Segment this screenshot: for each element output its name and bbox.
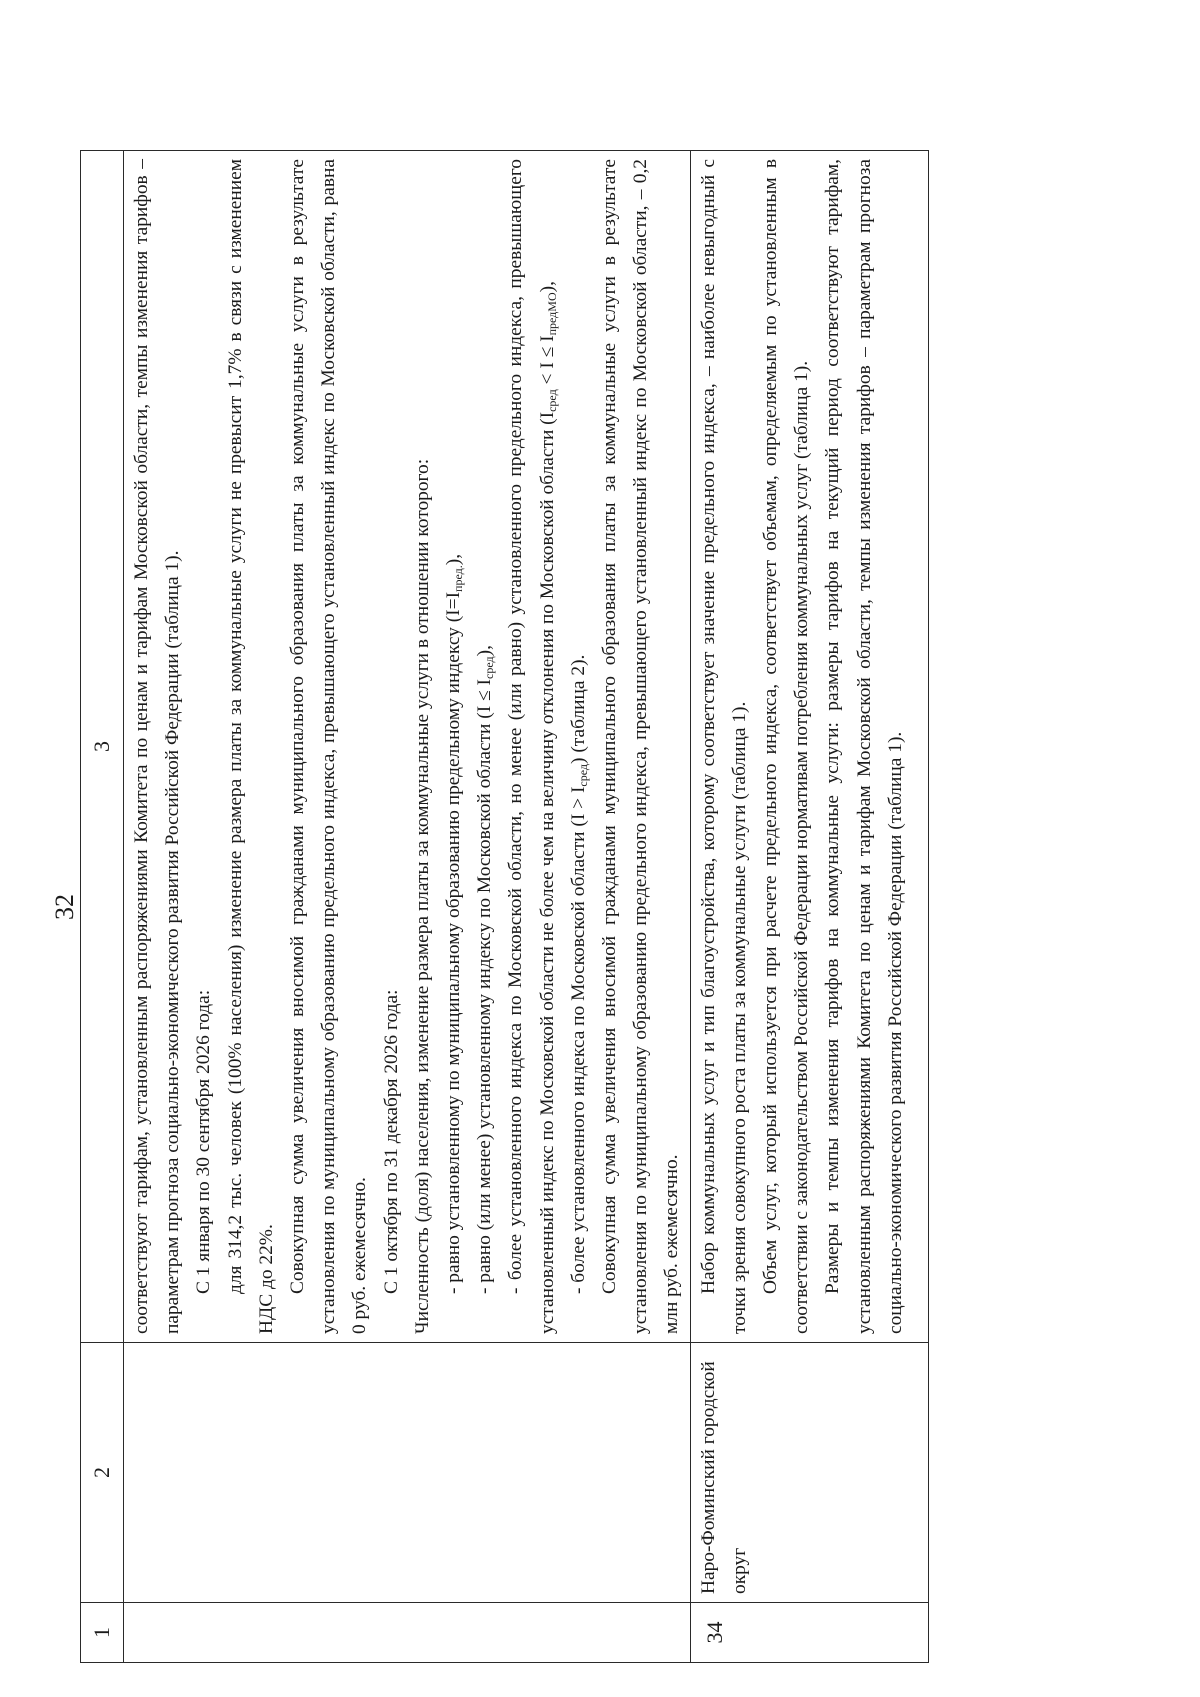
paragraph	[188, 159, 219, 1334]
subscript: предМО	[544, 292, 559, 336]
table-header-row	[81, 151, 124, 1663]
row-municipality: Наро-Фоминский городской округ	[690, 1343, 928, 1603]
header-col-1: 1	[81, 1603, 124, 1663]
paragraph-text: Набор коммунальных услуг и тип благоустройства, которому соответствует значение предельного индекса, – наиболее невыгодный с точки зрения совокупного роста платы за коммунальные услуги (таблица 1).	[697, 159, 750, 1334]
paragraph	[563, 159, 594, 1334]
subscript: сред	[482, 656, 497, 679]
municipality-table	[80, 150, 929, 1663]
header-col-2: 2	[81, 1343, 124, 1603]
paragraph-text: - равно (или менее) установленному индексу по Московской области (I ≤ I	[474, 679, 496, 1294]
paragraph-text: - равно установленному по муниципальному образованию предельному индексу (I=I	[443, 591, 465, 1294]
paragraph-text: ),	[536, 281, 558, 293]
row-municipality	[124, 1343, 691, 1603]
paragraph-list	[126, 159, 688, 1334]
subscript: сред	[544, 389, 559, 412]
table-row	[690, 151, 928, 1663]
paragraph	[126, 159, 188, 1334]
row-description	[690, 151, 928, 1343]
paragraph-list	[693, 159, 911, 1334]
paragraph-text: Совокупная сумма увеличения вносимой гражданами муниципального образования платы за коммунальные услуги в результате установления по муниципальному образованию предельного индекса, превышающего установленный индекс по Московской области, равна 0 руб. ежемесячно.	[287, 159, 371, 1334]
paragraph	[500, 159, 562, 1334]
header-col-3: 3	[81, 151, 124, 1343]
row-number: 34	[690, 1603, 928, 1663]
paragraph-text: ) (таблица 2).	[567, 654, 589, 764]
paragraph	[755, 159, 817, 1334]
paragraph-text: - более установленного индекса по Московской области (I > I	[567, 786, 589, 1294]
row-description	[124, 151, 691, 1343]
paragraph	[407, 159, 438, 1334]
paragraph	[376, 159, 407, 1334]
paragraph	[282, 159, 376, 1334]
paragraph	[594, 159, 688, 1334]
paragraph	[220, 159, 282, 1334]
rotated-page	[0, 117, 1080, 1697]
paragraph-text: С 1 января по 30 сентября 2026 года:	[193, 989, 215, 1294]
paragraph	[817, 159, 911, 1334]
paragraph-text: Численность (доля) населения, изменение размера платы за коммунальные услуги в отношении которого:	[411, 458, 433, 1334]
paragraph-text: - более установленного индекса по Московской области, но менее (или равно) установленного предельного индекса, превышающего установленный индекс по Московской области не более чем на величину отклонения по Московской области (I	[505, 159, 558, 1334]
paragraph	[438, 159, 469, 1334]
subscript: пред.	[451, 565, 466, 592]
paragraph-text: Размеры и темпы изменения тарифов на коммунальные услуги: размеры тарифов на текущий период соответствуют тарифам, установленным распоряжениями Комитета по ценам и тарифам Московской области, темпы изменения тарифов – параметрам прогноза социально-экономического развития Российской Федерации (таблица 1).	[822, 159, 906, 1334]
subscript: сред	[575, 763, 590, 787]
paragraph-text: ),	[443, 553, 465, 566]
paragraph	[469, 159, 500, 1334]
table-row	[124, 151, 691, 1663]
paragraph	[693, 159, 755, 1334]
paragraph-text: ),	[474, 645, 496, 657]
paragraph-text: соответствуют тарифам, установленным распоряжениями Комитета по ценам и тарифам Московской области, темпы изменения тарифов – параметрам прогноза социально-экономического развития Российской Федерации (таблица 1).	[131, 159, 184, 1334]
paragraph-text: < I ≤ I	[536, 335, 558, 390]
paragraph-text: Объем услуг, который используется при расчете предельного индекса, соответствует объемам, определяемым по установленным в соответствии с законодательством Российской Федерации нормативам потребления коммунальных услуг (таблица 1).	[760, 159, 813, 1334]
page-number: 32	[50, 894, 79, 920]
paragraph-text: Совокупная сумма увеличения вносимой гражданами муниципального образования платы за коммунальные услуги в результате установления по муниципальному образованию предельного индекса, превышающего установленный индекс по Московской области, – 0,2 млн руб. ежемесячно.	[599, 159, 683, 1334]
row-number	[124, 1603, 691, 1663]
paragraph-text: для 314,2 тыс. человек (100% населения) изменение размера платы за коммунальные услуги не превысит 1,7% в связи с изменением НДС до 22%.	[224, 159, 277, 1334]
paragraph-text: С 1 октября по 31 декабря 2026 года:	[380, 989, 402, 1294]
